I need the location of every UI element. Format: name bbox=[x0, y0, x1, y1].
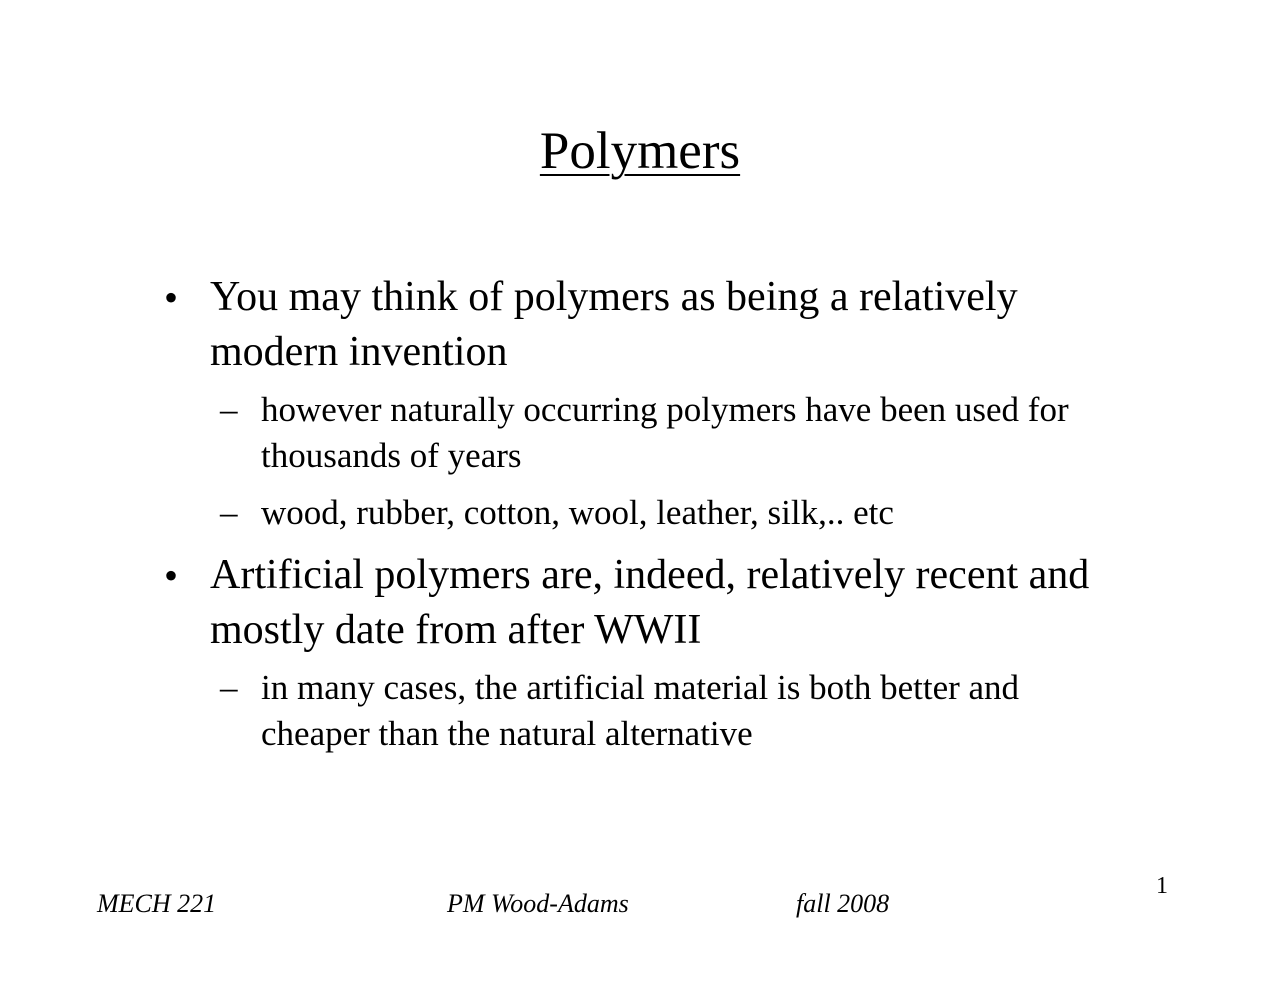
footer-term: fall 2008 bbox=[796, 889, 890, 918]
footer-course: MECH 221 bbox=[97, 889, 217, 918]
sub-bullet-text: wood, rubber, cotton, wool, leather, silk,.. etc bbox=[261, 493, 894, 532]
sub-bullet-text: however naturally occurring polymers have been used for thousands of years bbox=[261, 390, 1069, 475]
slide-title: Polymers bbox=[539, 122, 741, 180]
page-number: 1 bbox=[1156, 873, 1168, 899]
sub-bullet-marker: – bbox=[220, 493, 238, 532]
footer-author: PM Wood-Adams bbox=[447, 889, 629, 918]
sub-bullet-text: in many cases, the artificial material is both better and cheaper than the natural alternative bbox=[261, 668, 1020, 753]
bullet-marker: • bbox=[164, 275, 179, 320]
bullet-marker: • bbox=[164, 553, 179, 598]
sub-bullet-marker: – bbox=[220, 390, 238, 429]
sub-bullet-marker: – bbox=[220, 668, 238, 707]
bullet-text: You may think of polymers as being a relatively modern invention bbox=[210, 274, 1018, 375]
bullet-text: Artificial polymers are, indeed, relatively recent and mostly date from after WWII bbox=[210, 552, 1090, 653]
